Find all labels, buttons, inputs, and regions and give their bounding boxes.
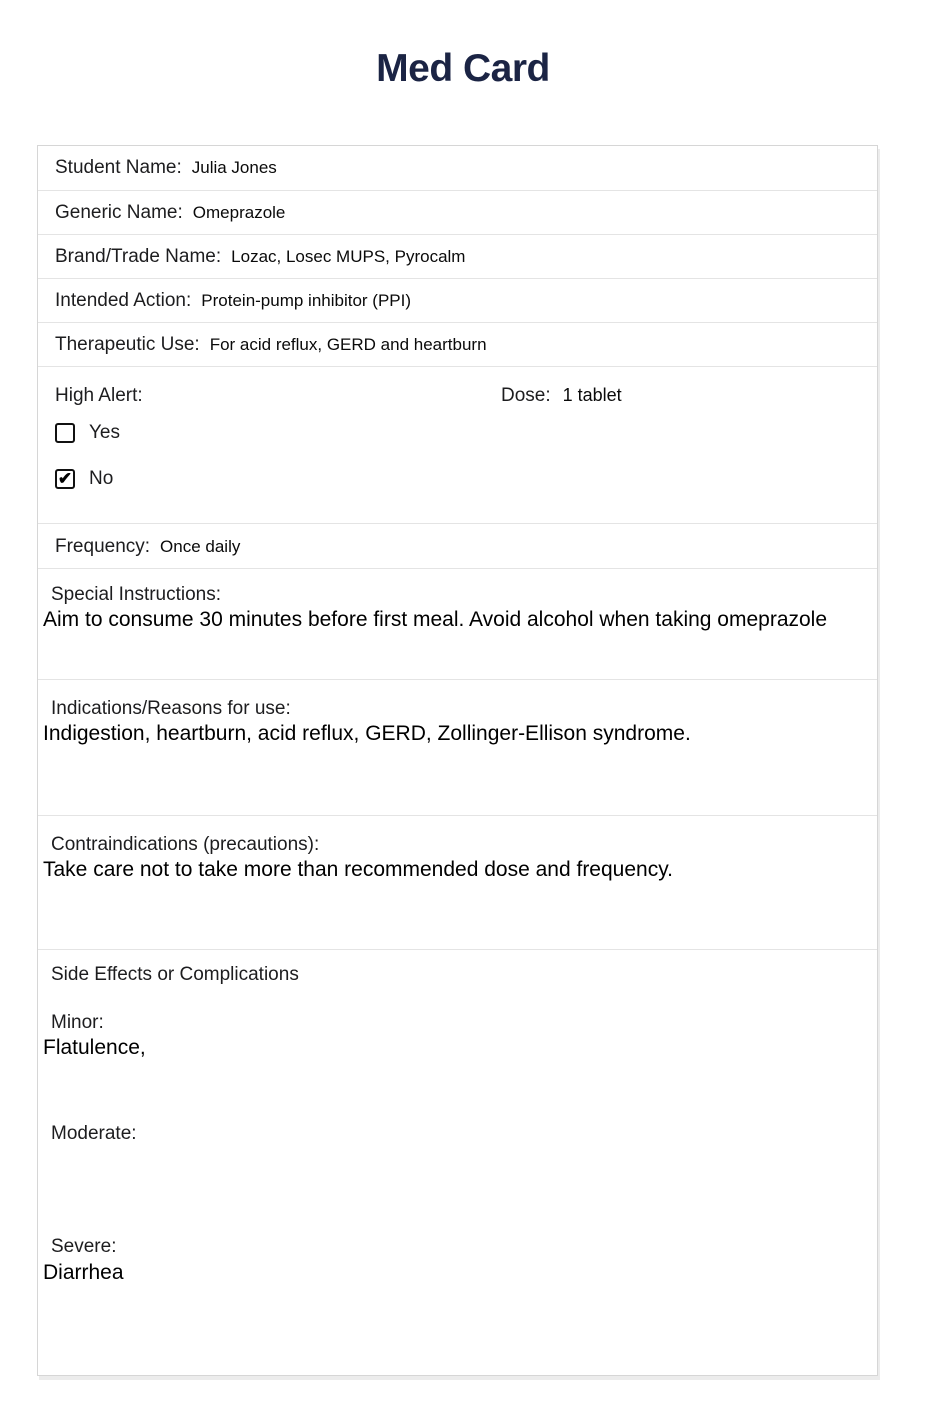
indications-label: Indications/Reasons for use: — [51, 698, 291, 719]
field-row-brand-trade-name — [38, 234, 877, 278]
dose-value: 1 tablet — [562, 385, 622, 405]
intended-action-value: Protein-pump inhibitor (PPI) — [201, 291, 412, 310]
contraindications-label: Contraindications (precautions): — [51, 834, 320, 855]
field-row-intended-action — [38, 278, 877, 322]
field-row-high-alert — [38, 366, 877, 523]
brand-trade-name-label: Brand/Trade Name: — [55, 246, 222, 267]
generic-name-label: Generic Name: — [55, 202, 183, 223]
field-row-side-effects — [38, 949, 877, 1377]
high-alert-label: High Alert: — [55, 385, 143, 406]
field-row-frequency — [38, 523, 877, 568]
page-title: Med Card — [376, 47, 550, 90]
dose-label: Dose: — [501, 385, 551, 406]
generic-name-value: Omeprazole — [192, 203, 286, 222]
therapeutic-use-label: Therapeutic Use: — [55, 334, 200, 355]
frequency-value: Once daily — [160, 537, 241, 556]
indications-value: Indigestion, heartburn, acid reflux, GERD, Zollinger-Ellison syndrome. — [43, 722, 691, 745]
side-effects-title: Side Effects or Complications — [51, 964, 299, 985]
field-row-therapeutic-use — [38, 322, 877, 366]
checkmark-icon: ✔ — [57, 468, 73, 488]
yes-checkbox[interactable] — [55, 423, 75, 443]
special-instructions-value: Aim to consume 30 minutes before first meal. Avoid alcohol when taking omeprazole — [43, 608, 828, 631]
side-effects-minor-label: Minor: — [51, 1012, 104, 1033]
special-instructions-label: Special Instructions: — [51, 584, 222, 605]
med-card-form — [37, 145, 878, 1376]
high-alert-option-no — [55, 468, 113, 490]
student-name-label: Student Name: — [55, 157, 182, 178]
no-checkbox[interactable] — [55, 469, 75, 489]
side-effects-severe-value: Diarrhea — [43, 1261, 124, 1284]
therapeutic-use-value: For acid reflux, GERD and heartburn — [209, 335, 487, 354]
side-effects-severe-label: Severe: — [51, 1236, 117, 1257]
student-name-value: Julia Jones — [191, 158, 277, 177]
side-effects-moderate-label: Moderate: — [51, 1123, 137, 1144]
high-alert-option-yes — [55, 422, 120, 444]
field-row-special-instructions — [38, 568, 877, 679]
yes-checkbox-label: Yes — [89, 422, 120, 443]
side-effects-minor-value: Flatulence, — [43, 1036, 146, 1059]
intended-action-label: Intended Action: — [55, 290, 192, 311]
dose-field — [501, 385, 622, 407]
brand-trade-name-value: Lozac, Losec MUPS, Pyrocalm — [231, 247, 466, 266]
field-row-contraindications — [38, 815, 877, 949]
field-row-indications — [38, 679, 877, 815]
frequency-label: Frequency: — [55, 536, 151, 557]
field-row-generic-name — [38, 190, 877, 234]
no-checkbox-label: No — [89, 468, 114, 489]
contraindications-value: Take care not to take more than recommended dose and frequency. — [43, 858, 673, 881]
field-row-student-name — [38, 146, 877, 190]
